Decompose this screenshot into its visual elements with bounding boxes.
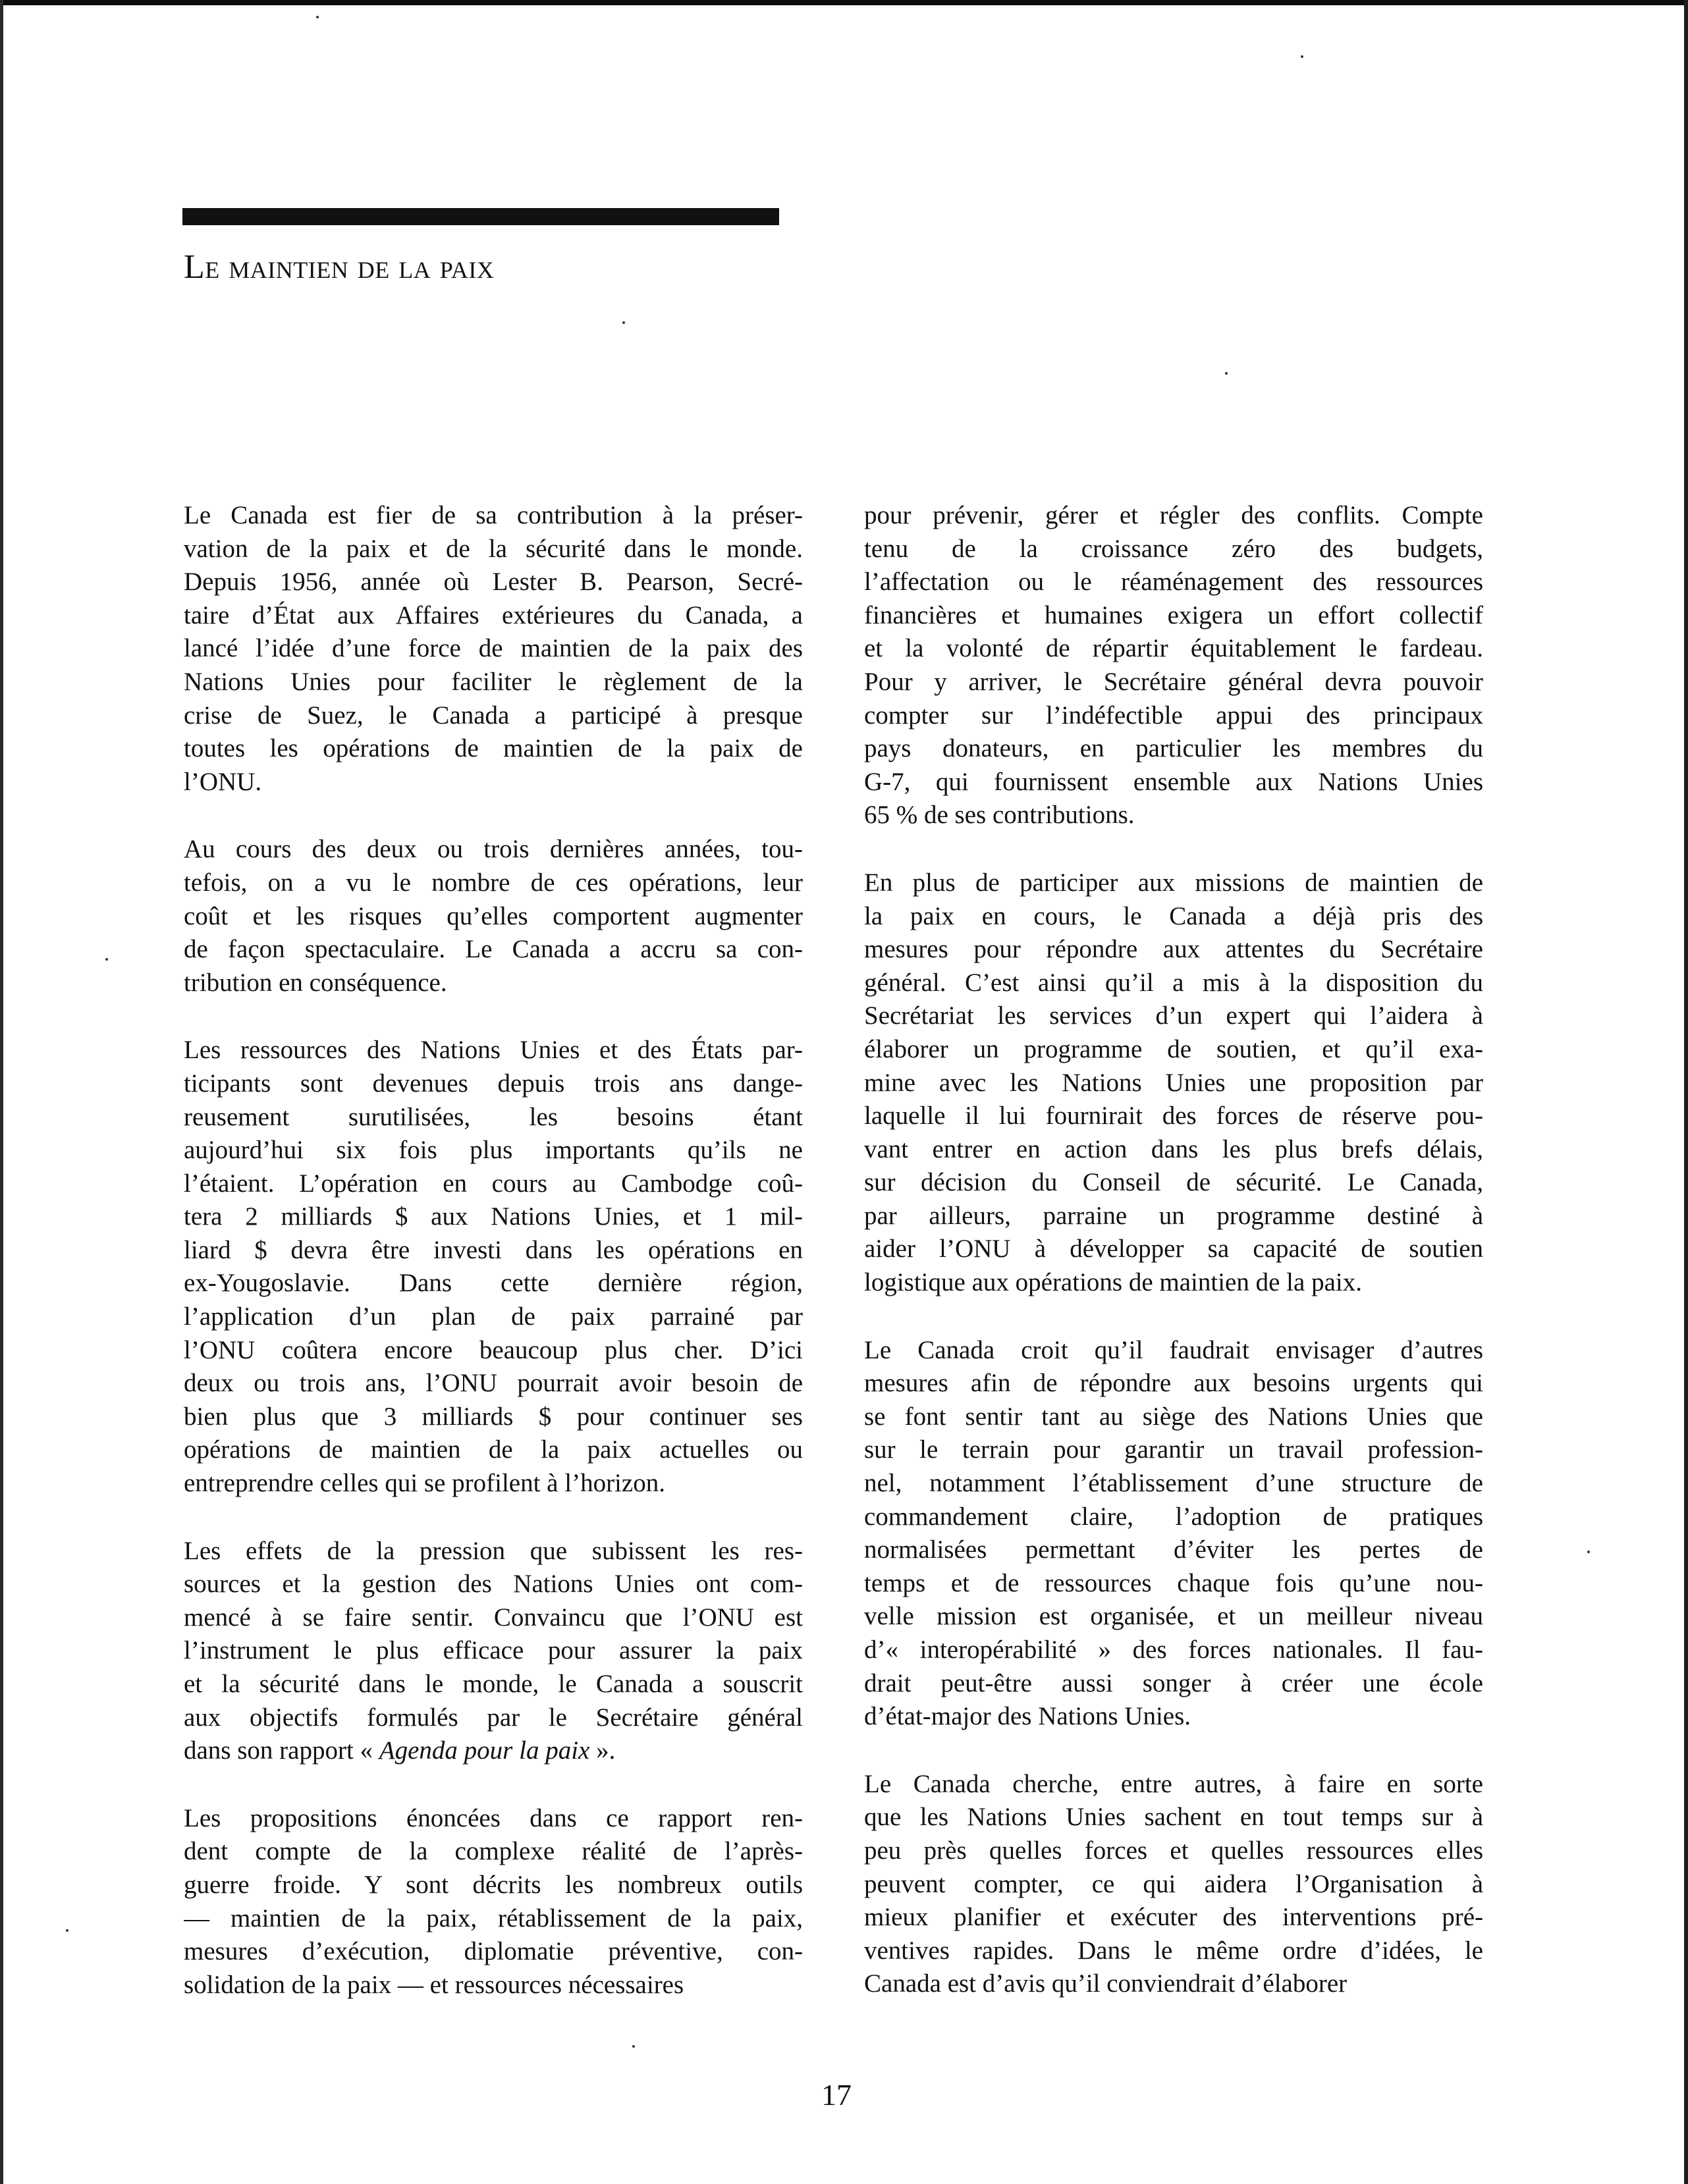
text-line: taire d’État aux Affaires extérieures du Canada, a bbox=[184, 600, 803, 629]
text-line: d’état-major des Nations Unies. bbox=[864, 1702, 1191, 1731]
report-title: Agenda pour la paix bbox=[379, 1736, 590, 1765]
text-line: nel, notamment l’établissement d’une structure de bbox=[864, 1469, 1483, 1498]
text-line: temps et de ressources chaque fois qu’une nou- bbox=[864, 1568, 1483, 1597]
scan-speck bbox=[316, 16, 319, 18]
left-column-paragraph bbox=[184, 1034, 803, 1500]
text-line: l’affectation ou le réaménagement des ressources bbox=[864, 568, 1483, 597]
left-column-paragraph bbox=[184, 499, 803, 799]
text-line: l’ONU coûtera encore beaucoup plus cher. D’ici bbox=[184, 1335, 803, 1364]
text-line: aujourd’hui six fois plus importants qu’ils ne bbox=[184, 1136, 803, 1165]
text-line: vation de la paix et de la sécurité dans le monde. bbox=[184, 534, 803, 563]
scan-speck bbox=[66, 1929, 68, 1932]
text-line: mesures pour répondre aux attentes du Secrétaire bbox=[864, 935, 1483, 964]
text-line: Au cours des deux ou trois dernières années, tou- bbox=[184, 835, 803, 864]
text-line: Secrétariat les services d’un expert qui l’aidera à bbox=[864, 1001, 1483, 1030]
text-line: dans son rapport « Agenda pour la paix ». bbox=[184, 1736, 616, 1765]
text-line: financières et humaines exigera un effort collectif bbox=[864, 600, 1483, 629]
left-column-paragraph bbox=[184, 1535, 803, 1768]
left-column bbox=[184, 499, 803, 2036]
left-column-paragraph bbox=[184, 1802, 803, 2002]
text-line: l’étaient. L’opération en cours au Cambodge coû- bbox=[184, 1169, 803, 1198]
text-line: pour prévenir, gérer et régler des conflits. Compte bbox=[864, 501, 1483, 529]
section-title: Le maintien de la paix bbox=[184, 248, 495, 286]
text-line: tera 2 milliards $ aux Nations Unies, et 1 mil- bbox=[184, 1202, 803, 1231]
text-line: tribution en conséquence. bbox=[184, 968, 447, 997]
text-line: laquelle il lui fournirait des forces de réserve pou- bbox=[864, 1102, 1483, 1131]
right-column-paragraph bbox=[864, 499, 1483, 832]
scan-left-border bbox=[0, 0, 3, 2184]
text-line: velle mission est organisée, et un meilleur niveau bbox=[864, 1602, 1483, 1631]
text-line: général. C’est ainsi qu’il a mis à la disposition du bbox=[864, 968, 1483, 997]
text-line: lancé l’idée d’une force de maintien de la paix des bbox=[184, 634, 803, 663]
text-line: liard $ devra être investi dans les opérations en bbox=[184, 1235, 803, 1264]
text-line: la paix en cours, le Canada a déjà pris des bbox=[864, 901, 1483, 930]
text-line: crise de Suez, le Canada a participé à presque bbox=[184, 701, 803, 730]
text-line: drait peut-être aussi songer à créer une école bbox=[864, 1668, 1483, 1697]
right-column bbox=[864, 499, 1483, 2035]
text-line: l’application d’un plan de paix parrainé par bbox=[184, 1302, 803, 1331]
text-line: opérations de maintien de la paix actuelles ou bbox=[184, 1435, 803, 1464]
text-line: ex-Yougoslavie. Dans cette dernière région, bbox=[184, 1269, 803, 1298]
text-line: d’« interopérabilité » des forces nationales. Il fau- bbox=[864, 1636, 1483, 1664]
text-line: dent compte de la complexe réalité de l’après- bbox=[184, 1837, 803, 1866]
text-line: Les propositions énoncées dans ce rapport ren- bbox=[184, 1803, 803, 1832]
text-line: vant entrer en action dans les plus brefs délais, bbox=[864, 1134, 1483, 1163]
text-line: aider l’ONU à développer sa capacité de soutien bbox=[864, 1235, 1483, 1264]
text-line: et la sécurité dans le monde, le Canada a souscrit bbox=[184, 1670, 803, 1698]
text-line: Depuis 1956, année où Lester B. Pearson, Secré- bbox=[184, 568, 803, 597]
text-line: mine avec les Nations Unies une proposition par bbox=[864, 1068, 1483, 1097]
text-line: sources et la gestion des Nations Unies ont com- bbox=[184, 1570, 803, 1599]
text-line: peu près quelles forces et quelles ressources elles bbox=[864, 1836, 1483, 1865]
left-column-paragraph bbox=[184, 833, 803, 999]
text-line: Le Canada cherche, entre autres, à faire en sorte bbox=[864, 1769, 1483, 1798]
heading-rule bbox=[182, 208, 779, 225]
text-line: Les ressources des Nations Unies et des États par- bbox=[184, 1036, 803, 1065]
text-line: 65 % de ses contributions. bbox=[864, 801, 1135, 830]
text-line: par ailleurs, parraine un programme destiné à bbox=[864, 1201, 1483, 1230]
text-line: pays donateurs, en particulier les membres du bbox=[864, 734, 1483, 763]
text-line: commandement claire, l’adoption de pratiques bbox=[864, 1502, 1483, 1531]
right-column-paragraph bbox=[864, 1768, 1483, 2001]
text-line: ticipants sont devenues depuis trois ans dange- bbox=[184, 1069, 803, 1098]
scan-right-border bbox=[1684, 0, 1688, 2184]
text-line: l’ONU. bbox=[184, 767, 262, 796]
text-line: reusement surutilisées, les besoins étant bbox=[184, 1102, 803, 1131]
text-line: mencé à se faire sentir. Convaincu que l’ONU est bbox=[184, 1603, 803, 1632]
text-line: bien plus que 3 milliards $ pour continuer ses bbox=[184, 1402, 803, 1431]
text-line: Le Canada croit qu’il faudrait envisager d’autres bbox=[864, 1335, 1483, 1364]
scan-top-border bbox=[0, 0, 1688, 5]
text-line: se font sentir tant au siège des Nations Unies que bbox=[864, 1402, 1483, 1431]
text-line: G-7, qui fournissent ensemble aux Nations Unies bbox=[864, 767, 1483, 796]
scan-speck bbox=[632, 2045, 635, 2048]
text-line: deux ou trois ans, l’ONU pourrait avoir besoin de bbox=[184, 1369, 803, 1398]
text-line: Le Canada est fier de sa contribution à la préser- bbox=[184, 501, 803, 529]
text-line: sur le terrain pour garantir un travail profession- bbox=[864, 1435, 1483, 1464]
text-line: guerre froide. Y sont décrits les nombreux outils bbox=[184, 1870, 803, 1899]
text-line: ventives rapides. Dans le même ordre d’idées, le bbox=[864, 1936, 1483, 1965]
text-line: aux objectifs formulés par le Secrétaire général bbox=[184, 1703, 803, 1732]
scan-speck bbox=[1225, 372, 1228, 375]
text-line: solidation de la paix — et ressources nécessaires bbox=[184, 1970, 684, 1999]
scan-speck bbox=[105, 958, 108, 961]
text-line: toutes les opérations de maintien de la paix de bbox=[184, 734, 803, 763]
scan-speck bbox=[622, 321, 625, 324]
scan-speck bbox=[1587, 1551, 1590, 1553]
text-line: En plus de participer aux missions de maintien de bbox=[864, 868, 1483, 897]
text-line: coût et les risques qu’elles comportent augmenter bbox=[184, 901, 803, 930]
text-line: sur décision du Conseil de sécurité. Le Canada, bbox=[864, 1168, 1483, 1197]
text-line: peuvent compter, ce qui aidera l’Organisation à bbox=[864, 1869, 1483, 1898]
text-line: que les Nations Unies sachent en tout temps sur à bbox=[864, 1803, 1483, 1832]
text-line: de façon spectaculaire. Le Canada a accru sa con- bbox=[184, 935, 803, 964]
right-column-paragraph bbox=[864, 1334, 1483, 1734]
text-line: et la volonté de répartir équitablement le fardeau. bbox=[864, 634, 1483, 663]
text-line: tefois, on a vu le nombre de ces opérations, leur bbox=[184, 868, 803, 897]
page-number: 17 bbox=[821, 2078, 852, 2112]
text-line: Pour y arriver, le Secrétaire général devra pouvoir bbox=[864, 667, 1483, 696]
text-line: logistique aux opérations de maintien de la paix. bbox=[864, 1268, 1362, 1297]
text-line: compter sur l’indéfectible appui des principaux bbox=[864, 701, 1483, 730]
right-column-paragraph bbox=[864, 866, 1483, 1300]
text-line: mieux planifier et exécuter des interventions pré- bbox=[864, 1903, 1483, 1932]
text-line: Les effets de la pression que subissent les res- bbox=[184, 1536, 803, 1565]
scan-speck bbox=[1301, 55, 1303, 58]
text-line: mesures afin de répondre aux besoins urgents qui bbox=[864, 1369, 1483, 1398]
text-line: entreprendre celles qui se profilent à l’horizon. bbox=[184, 1469, 665, 1498]
text-line: Nations Unies pour faciliter le règlement de la bbox=[184, 667, 803, 696]
text-line: l’instrument le plus efficace pour assurer la paix bbox=[184, 1636, 803, 1665]
text-line: élaborer un programme de soutien, et qu’il exa- bbox=[864, 1034, 1483, 1063]
text-line: mesures d’exécution, diplomatie préventive, con- bbox=[184, 1937, 803, 1966]
text-line: tenu de la croissance zéro des budgets, bbox=[864, 534, 1483, 563]
text-line: Canada est d’avis qu’il conviendrait d’élaborer bbox=[864, 1969, 1348, 1998]
text-line: — maintien de la paix, rétablissement de la paix, bbox=[184, 1904, 803, 1932]
text-line: normalisées permettant d’éviter les pertes de bbox=[864, 1535, 1483, 1564]
